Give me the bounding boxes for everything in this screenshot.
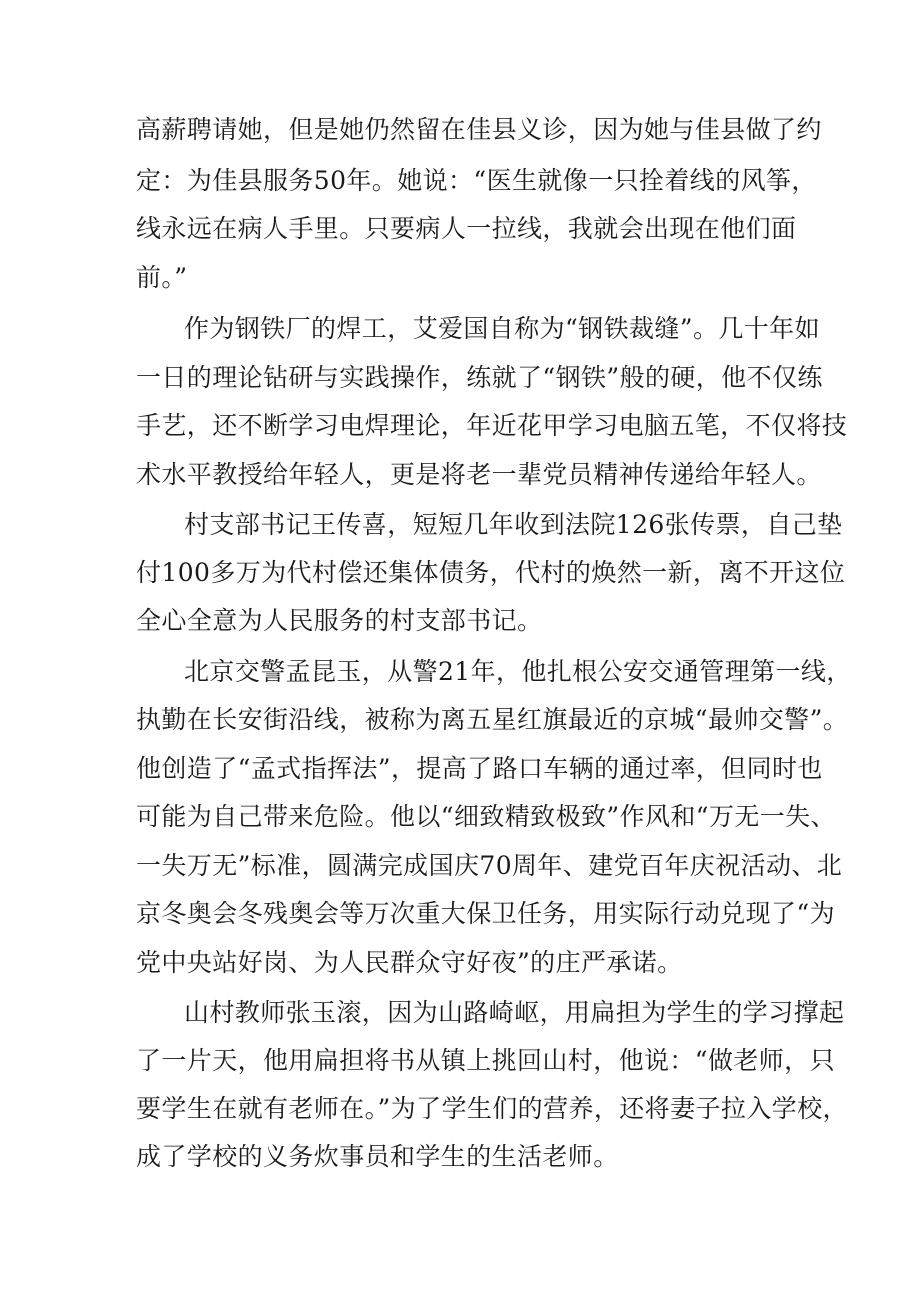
paragraph-first-line: 山村教师张玉滚，因为山路崎岖，用扁担为学生的学习撑起	[184, 998, 845, 1027]
text-line: 他创造了“孟式指挥法”，提高了路口车辆的通过率，但同时也	[136, 754, 823, 783]
text-line: 手艺，还不断学习电焊理论，年近花甲学习电脑五笔，不仅将技	[136, 411, 848, 440]
paragraph-first-line: 村支部书记王传喜，短短几年收到法院126张传票，自己垫	[184, 510, 843, 539]
text-line: 党中央站好岗、为人民群众守好夜”的庄严承诺。	[136, 948, 683, 977]
text-line: 了一片天，他用扁担将书从镇上挑回山村，他说：“做老师，只	[136, 1046, 835, 1075]
paragraph-first-line: 北京交警孟昆玉，从警21年，他扎根公安交通管理第一线，	[184, 657, 852, 686]
text-line: 高薪聘请她，但是她仍然留在佳县义诊，因为她与佳县做了约	[136, 115, 822, 144]
text-line: 前。”	[136, 263, 188, 292]
paragraph-first-line: 作为钢铁厂的焊工，艾爱国自称为“钢铁裁缝”。几十年如	[184, 314, 820, 343]
text-line: 术水平教授给年轻人，更是将老一辈党员精神传递给年轻人。	[136, 460, 822, 489]
text-line: 一失万无”标准，圆满完成国庆70周年、建党百年庆祝活动、北	[136, 851, 843, 880]
text-line: 可能为自己带来危险。他以“细致精致极致”作风和“万无一失、	[136, 802, 836, 831]
text-line: 执勤在长安街沿线，被称为离五星红旗最近的京城“最帅交警”。	[136, 705, 849, 734]
text-line: 付100多万为代村偿还集体债务，代村的焕然一新，离不开这位	[136, 558, 846, 587]
text-line: 一日的理论钻研与实践操作，练就了“钢铁”般的硬，他不仅练	[136, 363, 823, 392]
text-line: 定：为佳县服务50年。她说：“医生就像一只拴着线的风筝，	[136, 166, 817, 195]
text-line: 要学生在就有老师在。”为了学生们的营养，还将妻子拉入学校，	[136, 1094, 848, 1123]
text-line: 全心全意为人民服务的村支部书记。	[136, 606, 543, 635]
text-line: 京冬奥会冬残奥会等万次重大保卫任务，用实际行动兑现了“为	[136, 899, 835, 928]
text-line: 成了学校的义务炊事员和学生的生活老师。	[136, 1142, 619, 1171]
text-line: 线永远在病人手里。只要病人一拉线，我就会出现在他们面	[136, 214, 797, 243]
